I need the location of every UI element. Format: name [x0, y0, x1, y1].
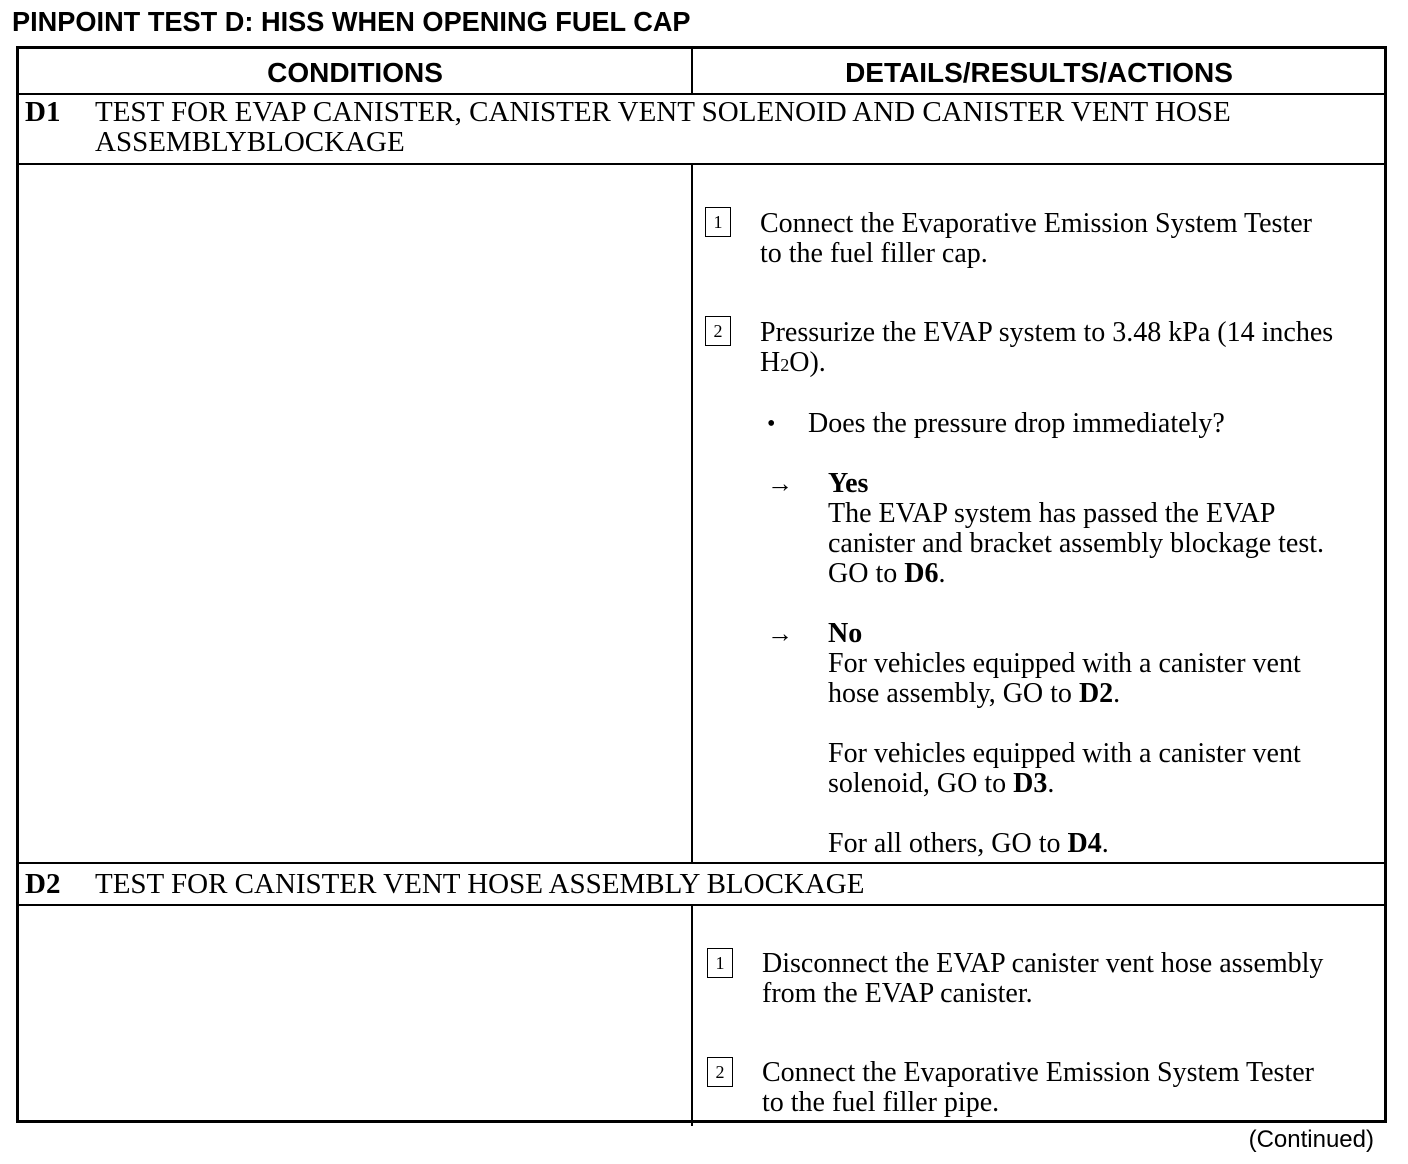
yes-go-to: GO to D6. [828, 558, 946, 589]
no-arrow-icon: → [767, 619, 793, 648]
yes-arrow-icon: → [767, 469, 793, 498]
d1-step-2-number: 2 [705, 316, 731, 346]
no-label: No [828, 618, 863, 649]
d2-step-1-line2: from the EVAP canister. [762, 978, 1033, 1009]
d1-heading [25, 96, 1231, 158]
go-to-d6-link[interactable]: D6 [904, 558, 939, 589]
subscript-2: 2 [780, 355, 790, 375]
header-divider [19, 93, 1384, 95]
d2-step-2-text [762, 1058, 1382, 1118]
d1-heading-divider [19, 163, 1384, 165]
o-suffix: O). [789, 347, 826, 378]
yes-line1: The EVAP system has passed the EVAP [828, 498, 1276, 529]
yes-line2: canister and bracket assembly blockage test. [828, 528, 1325, 559]
go-to-d3-link[interactable]: D3 [1013, 768, 1048, 799]
d1-step-1-text [760, 209, 1380, 269]
d1-step-1-line1: Connect the Evaporative Emission System Tester [760, 208, 1312, 239]
d2-step-1-line1: Disconnect the EVAP canister vent hose assembly [762, 948, 1324, 979]
no-p1-line1: For vehicles equipped with a canister vent [828, 648, 1301, 679]
question-bullet: • [767, 411, 776, 437]
no-p2-line1: For vehicles equipped with a canister vent [828, 738, 1301, 769]
pinpoint-test-table [16, 46, 1387, 1123]
d2-step-1-number: 1 [707, 948, 733, 978]
d1-step-2-line2 [760, 348, 1380, 380]
d1-step-1-line2: to the fuel filler cap. [760, 238, 988, 269]
header-column-divider [691, 49, 693, 93]
d1-step-1-number: 1 [705, 207, 731, 237]
conditions-column-header: CONDITIONS [267, 57, 443, 88]
page-title: PINPOINT TEST D: HISS WHEN OPENING FUEL CAP [12, 6, 691, 37]
d1-step-2-text [760, 318, 1380, 380]
d2-step-2-line2: to the fuel filler pipe. [762, 1087, 1000, 1118]
d1-column-divider [691, 163, 693, 863]
continued-note: (Continued) [1248, 1126, 1374, 1153]
go-to-d2-link[interactable]: D2 [1078, 678, 1114, 709]
no-result [828, 619, 1378, 859]
yes-result [828, 469, 1378, 589]
d1-heading-line2: ASSEMBLYBLOCKAGE [95, 126, 405, 158]
no-p2-line2: solenoid, GO to D3. [828, 768, 1055, 799]
d1-code: D1 [25, 96, 61, 128]
details-column-header: DETAILS/RESULTS/ACTIONS [845, 57, 1233, 88]
d2-heading-text: TEST FOR CANISTER VENT HOSE ASSEMBLY BLOCKAGE [95, 868, 865, 900]
d1-heading-line1: TEST FOR EVAP CANISTER, CANISTER VENT SOLENOID AND CANISTER VENT HOSE [95, 96, 1231, 128]
d2-heading [25, 868, 865, 900]
d1-heading-text [95, 97, 1345, 157]
yes-label: Yes [828, 468, 869, 499]
d2-heading-top-divider [19, 862, 1384, 864]
d2-code: D2 [25, 868, 61, 900]
d2-heading-divider [19, 904, 1384, 906]
d2-column-divider [691, 904, 693, 1126]
no-p1-line2: hose assembly, GO to D2. [828, 678, 1121, 709]
d2-step-2-number: 2 [707, 1057, 733, 1087]
d1-step-2-line1: Pressurize the EVAP system to 3.48 kPa (14 inches [760, 317, 1334, 348]
d2-step-1-text [762, 949, 1382, 1009]
go-to-d4-link[interactable]: D4 [1067, 828, 1102, 859]
no-p3: For all others, GO to D4. [828, 828, 1109, 859]
question-text: Does the pressure drop immediately? [808, 408, 1225, 439]
h-symbol: H [760, 347, 781, 378]
d2-step-2-line1: Connect the Evaporative Emission System Tester [762, 1057, 1314, 1088]
